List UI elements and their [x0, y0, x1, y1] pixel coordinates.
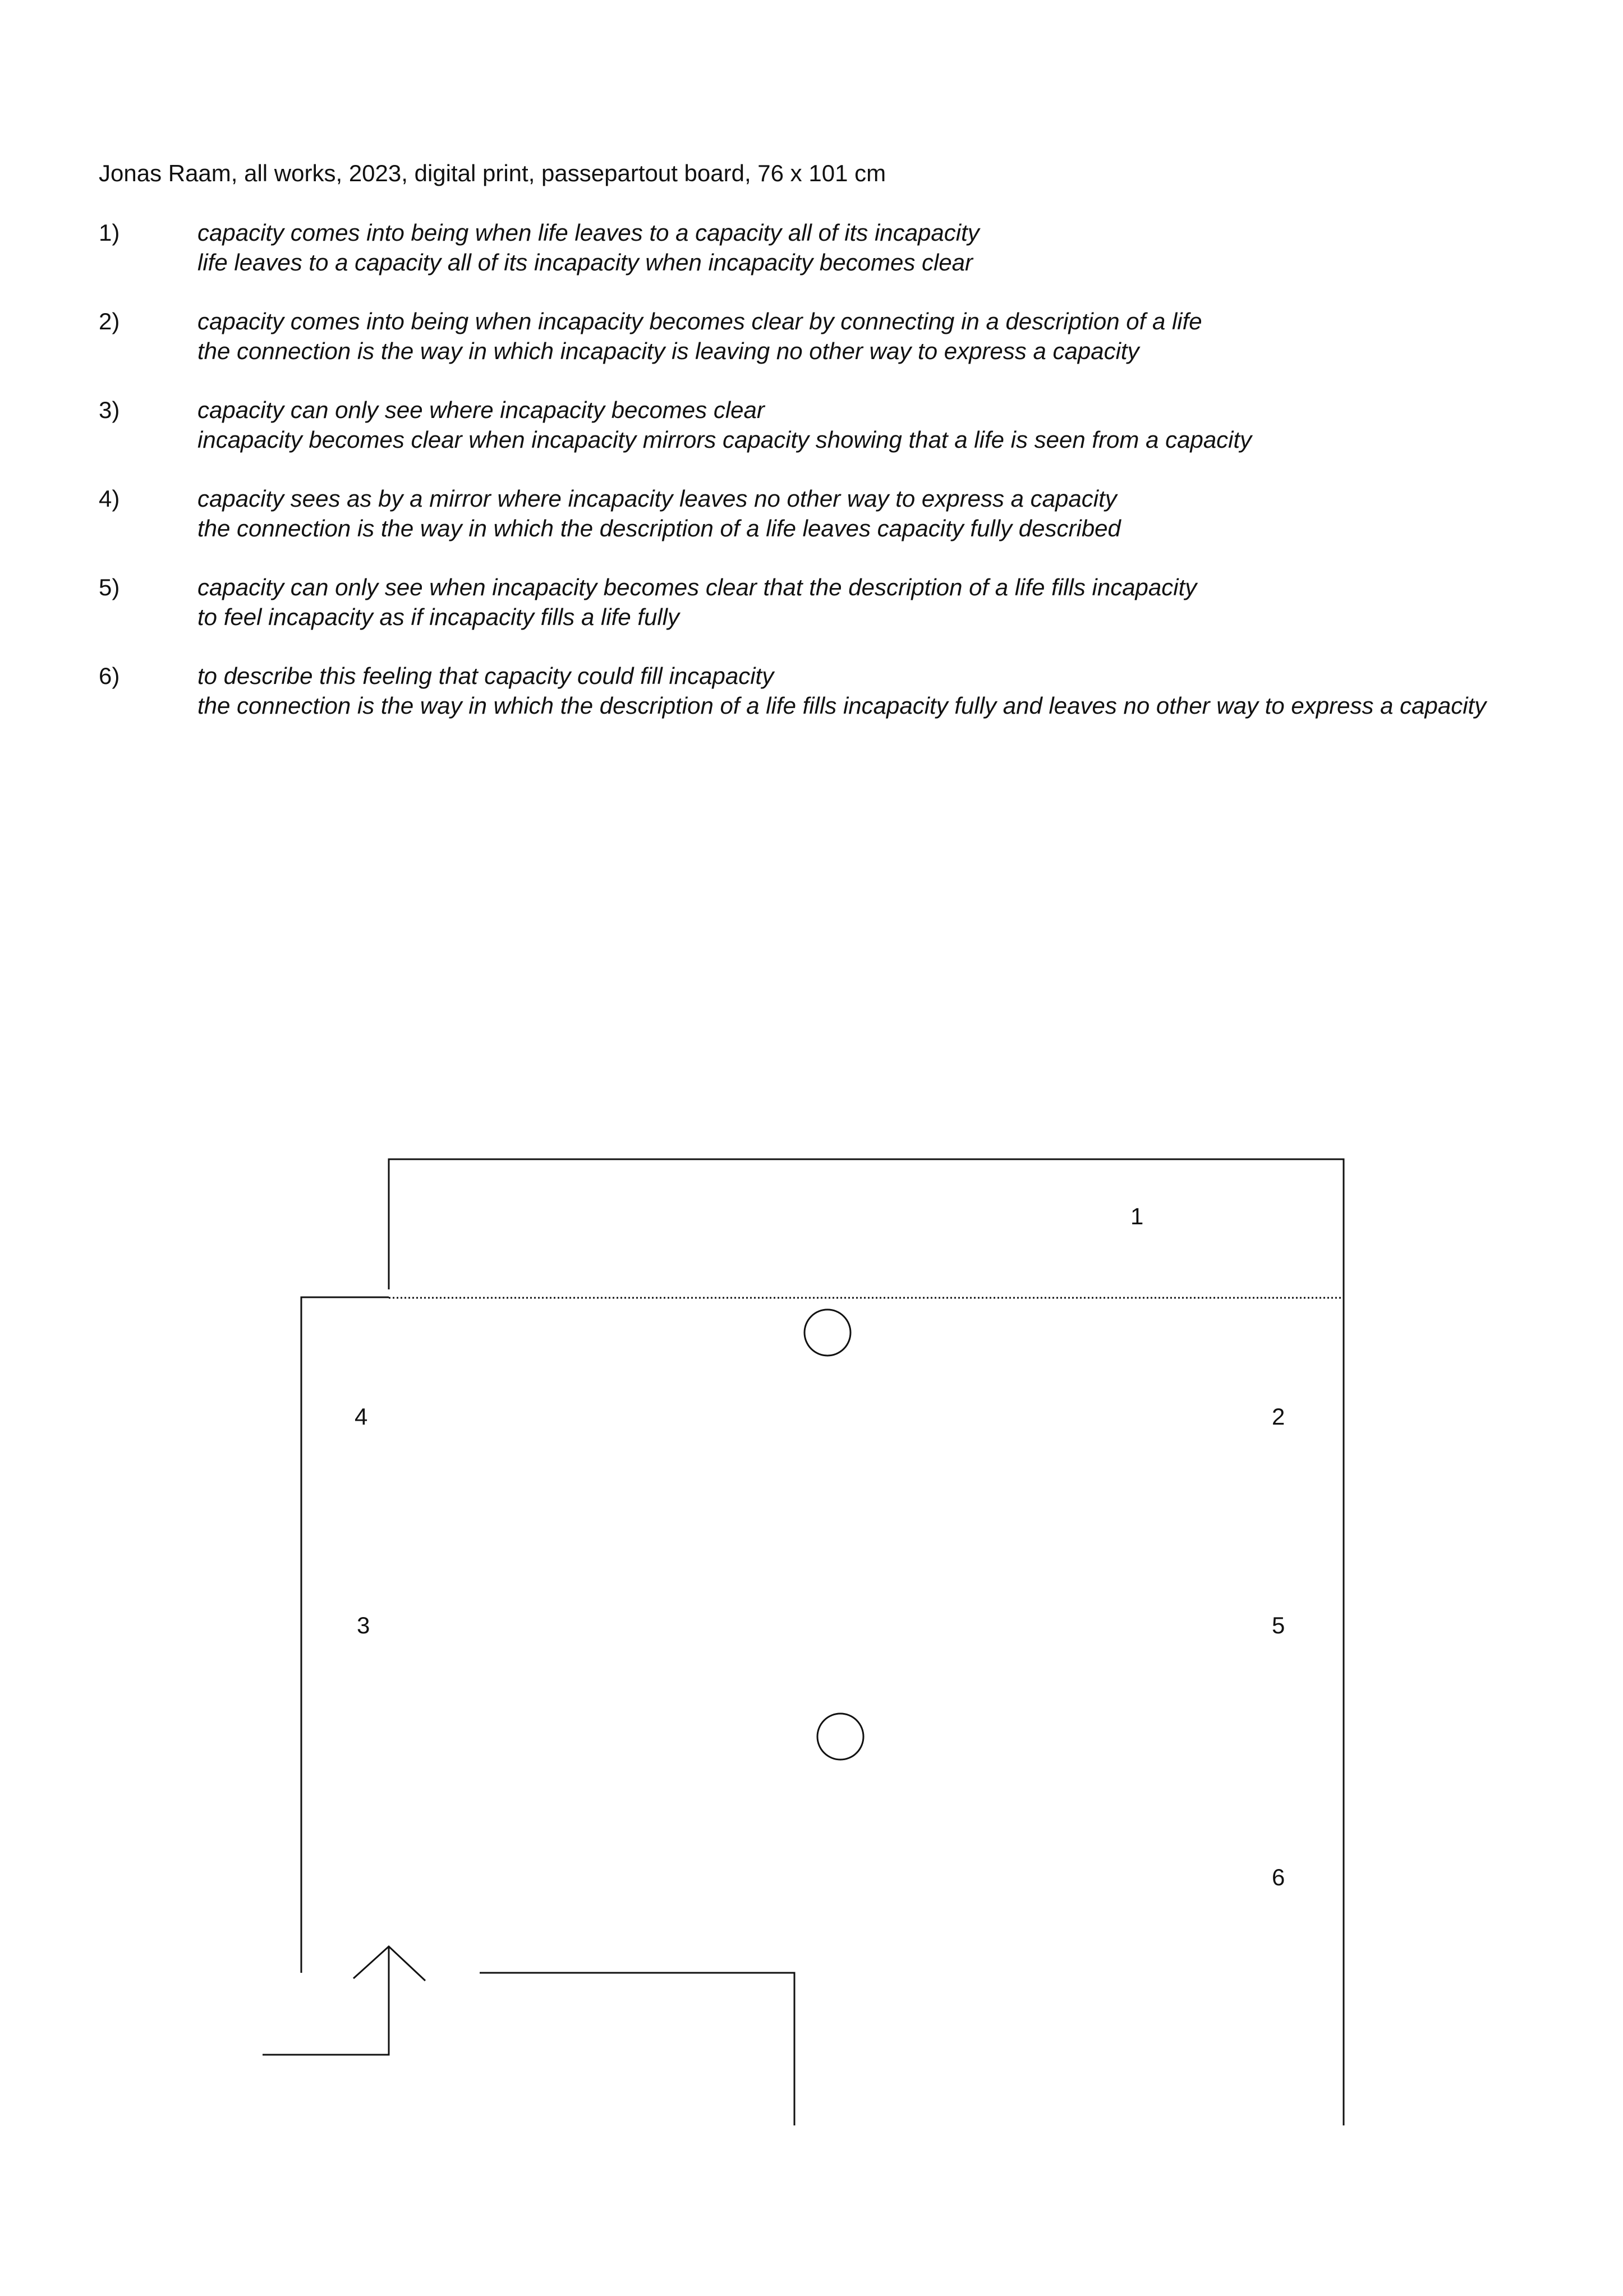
work-number: 6): [99, 663, 120, 689]
work-line: the connection is the way in which the description of a life fills incapacity fully and leaves no other way to express a capacity: [197, 692, 1487, 719]
work-number: 5): [99, 574, 120, 600]
work-line: the connection is the way in which incapacity is leaving no other way to express a capacity: [197, 338, 1139, 364]
plan-label-6: 6: [1272, 1864, 1285, 1890]
work-number: 4): [99, 485, 120, 512]
plan-label-3: 3: [357, 1612, 370, 1638]
work-line: to feel incapacity as if incapacity fills a life fully: [197, 604, 680, 630]
caption: Jonas Raam, all works, 2023, digital print, passepartout board, 76 x 101 cm: [99, 160, 886, 186]
plan-label-2: 2: [1272, 1403, 1285, 1430]
wall-bottom: [480, 1973, 794, 2125]
work-line: capacity can only see where incapacity becomes clear: [197, 397, 765, 423]
work-number: 1): [99, 219, 120, 246]
plan-label-5: 5: [1272, 1612, 1285, 1638]
work-line: to describe this feeling that capacity could fill incapacity: [197, 663, 774, 689]
plan-label-4: 4: [355, 1403, 368, 1430]
work-line: capacity comes into being when life leaves to a capacity all of its incapacity: [197, 219, 980, 246]
column-icon: [804, 1310, 850, 1356]
column-icon: [817, 1714, 863, 1760]
work-line: capacity comes into being when incapacity becomes clear by connecting in a description of a life: [197, 308, 1202, 334]
wall-upper-alcove: [389, 1159, 1344, 2125]
work-line: capacity can only see when incapacity becomes clear that the description of a life fills incapacity: [197, 574, 1197, 600]
wall-left: [301, 1297, 389, 1973]
work-line: life leaves to a capacity all of its incapacity when incapacity becomes clear: [197, 249, 973, 275]
work-number: 3): [99, 397, 120, 423]
work-line: capacity sees as by a mirror where incapacity leaves no other way to express a capacity: [197, 485, 1117, 512]
work-number: 2): [99, 308, 120, 334]
work-line: incapacity becomes clear when incapacity mirrors capacity showing that a life is seen from a capacity: [197, 426, 1252, 453]
plan-label-1: 1: [1130, 1203, 1144, 1229]
work-line: the connection is the way in which the description of a life leaves capacity fully described: [197, 515, 1121, 541]
